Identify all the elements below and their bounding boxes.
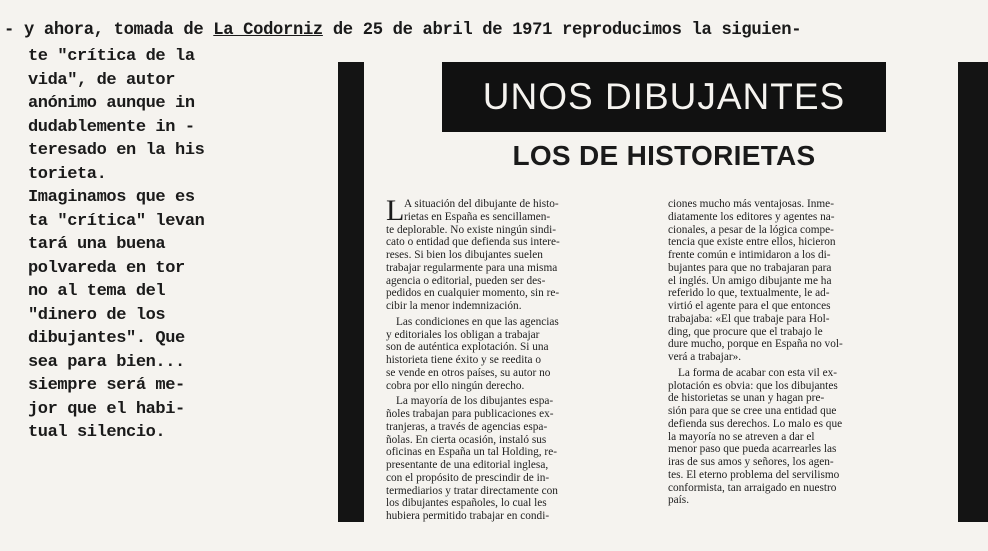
article-line: frente común e intimidaron a los di- bbox=[668, 249, 831, 261]
article-line: A situación del dibujante de histo- bbox=[404, 198, 559, 210]
article-line: referido lo que, textualmente, le ad- bbox=[668, 287, 830, 300]
intro-dash: - bbox=[4, 21, 14, 40]
article-line: agencia o editorial, pueden ser des- bbox=[386, 274, 546, 287]
intro-line: no al tema del bbox=[28, 282, 166, 301]
article-line: termediarios y tratar directamente con bbox=[386, 484, 558, 497]
article-line: la mayoría no se atreven a dar el bbox=[668, 430, 815, 443]
intro-line: Imaginamos que es bbox=[28, 188, 195, 207]
intro-line: polvareda en tor bbox=[28, 258, 185, 278]
article-line: trabajaba: «El que trabaje para Hol- bbox=[668, 312, 830, 325]
article-line: ciones mucho más ventajosas. Inme- bbox=[668, 198, 834, 210]
intro-line: jor que el habi- bbox=[28, 399, 185, 419]
article-line: cibir la menor indemnización. bbox=[386, 300, 522, 312]
article-line: los dibujantes españoles, lo cual les bbox=[386, 497, 547, 510]
intro-side-column bbox=[28, 45, 268, 445]
article-line: ñolas. En cierta ocasión, instaló sus bbox=[386, 433, 547, 446]
article-line: menor paso que pueda acarrearles las bbox=[668, 443, 837, 456]
left-black-rule bbox=[338, 62, 364, 522]
article-line: bujantes para que no trabajaran para bbox=[668, 261, 832, 274]
intro-first-line bbox=[4, 18, 988, 44]
article-line: de historietas se unan y hagan pre- bbox=[668, 392, 825, 405]
article-line: hubiera permitido trabajar en condi- bbox=[386, 510, 550, 522]
article-line: verá a trabajar». bbox=[668, 351, 742, 363]
intro-after: de 25 de abril de 1971 reproducimos la siguien- bbox=[332, 21, 802, 40]
intro-line: teresado en la his bbox=[28, 141, 205, 160]
intro-line: dudablemente in - bbox=[28, 117, 195, 137]
intro-line: siempre será me- bbox=[28, 376, 185, 395]
article-line: La mayoría de los dibujantes espa- bbox=[396, 395, 554, 408]
article-line: se vende en otros países, su autor no bbox=[386, 366, 551, 379]
intro-line: "dinero de los bbox=[28, 305, 166, 325]
article-line: iras de sus amos y señores, los agen- bbox=[668, 456, 834, 468]
article-line: oficinas en España un tal Holding, re- bbox=[386, 446, 557, 459]
article-line: historieta tiene éxito y se reedita o bbox=[386, 354, 541, 366]
article-line: cato o entidad que defienda sus intere- bbox=[386, 236, 560, 249]
article-column-1 bbox=[386, 194, 652, 523]
article-line: el inglés. Un amigo dibujante me ha bbox=[668, 274, 832, 287]
article-line: con el propósito de prescindir de in- bbox=[386, 471, 550, 484]
article-line: sión para que se cree una entidad que bbox=[668, 405, 837, 417]
article-line: dure mucho, porque en España no vol- bbox=[668, 338, 843, 351]
headline: UNOS DIBUJANTES bbox=[482, 76, 846, 117]
article-line: cionales, a pesar de la lógica compe- bbox=[668, 223, 834, 236]
article-line: rietas en España es sencillamen- bbox=[404, 210, 551, 223]
intro-line: dibujantes". Que bbox=[28, 329, 185, 348]
article-line: te deplorable. No existe ningún sindi- bbox=[386, 223, 557, 236]
article-line: son de auténtica explotación. Si una bbox=[386, 341, 549, 354]
intro-line: tará una buena bbox=[28, 235, 166, 254]
headline-banner bbox=[442, 62, 886, 132]
article-line: diatamente los editores y agentes na- bbox=[668, 210, 835, 223]
drop-cap: L bbox=[386, 194, 405, 227]
article-line: virtió el agente para el que entonces bbox=[668, 300, 831, 312]
right-black-rule bbox=[958, 62, 988, 522]
article-line: defienda sus derechos. Lo malo es que bbox=[668, 417, 843, 430]
article-line: plotación es obvia: que los dibujantes bbox=[668, 379, 838, 392]
article-line: ñoles trabajan para publicaciones ex- bbox=[386, 408, 554, 420]
article-line: ding, que procure que el trabajo le bbox=[668, 325, 823, 338]
article-line: La forma de acabar con esta vil ex- bbox=[678, 366, 838, 379]
intro-line: tual silencio. bbox=[28, 423, 166, 442]
article-line: tes. El eterno problema del servilismo bbox=[668, 468, 840, 481]
article-line: y editoriales los obligan a trabajar bbox=[386, 328, 540, 341]
intro-line: torieta. bbox=[28, 164, 107, 184]
article-line: reses. Si bien los dibujantes suelen bbox=[386, 249, 543, 261]
intro-line: te "crítica de la bbox=[28, 47, 195, 66]
article-line: presentante de una editorial inglesa, bbox=[386, 459, 549, 471]
article-line: cobra por ello ningún derecho. bbox=[386, 379, 525, 392]
article-column-2 bbox=[668, 198, 940, 507]
article-line: trabajar regularmente para una misma bbox=[386, 261, 558, 274]
subheadline: LOS DE HISTORIETAS bbox=[512, 140, 816, 171]
source-title: La Codorniz bbox=[213, 21, 323, 40]
intro-before: y ahora, tomada de bbox=[23, 21, 204, 40]
intro-line: sea para bien... bbox=[28, 352, 185, 372]
intro-line: anónimo aunque in bbox=[28, 94, 195, 113]
article-line: tranjeras, a través de agencias espa- bbox=[386, 420, 548, 433]
article-line: pedidos en cualquier momento, sin re- bbox=[386, 287, 560, 300]
article-line: tencia que existe entre ellos, hicieron bbox=[668, 236, 836, 249]
intro-line: ta "crítica" levan bbox=[28, 211, 205, 231]
intro-line: vida", de autor bbox=[28, 70, 176, 90]
article-line: Las condiciones en que las agencias bbox=[396, 315, 559, 328]
article-line: conformista, tan arraigado en nuestro bbox=[668, 481, 837, 494]
article-line: país. bbox=[668, 494, 690, 507]
